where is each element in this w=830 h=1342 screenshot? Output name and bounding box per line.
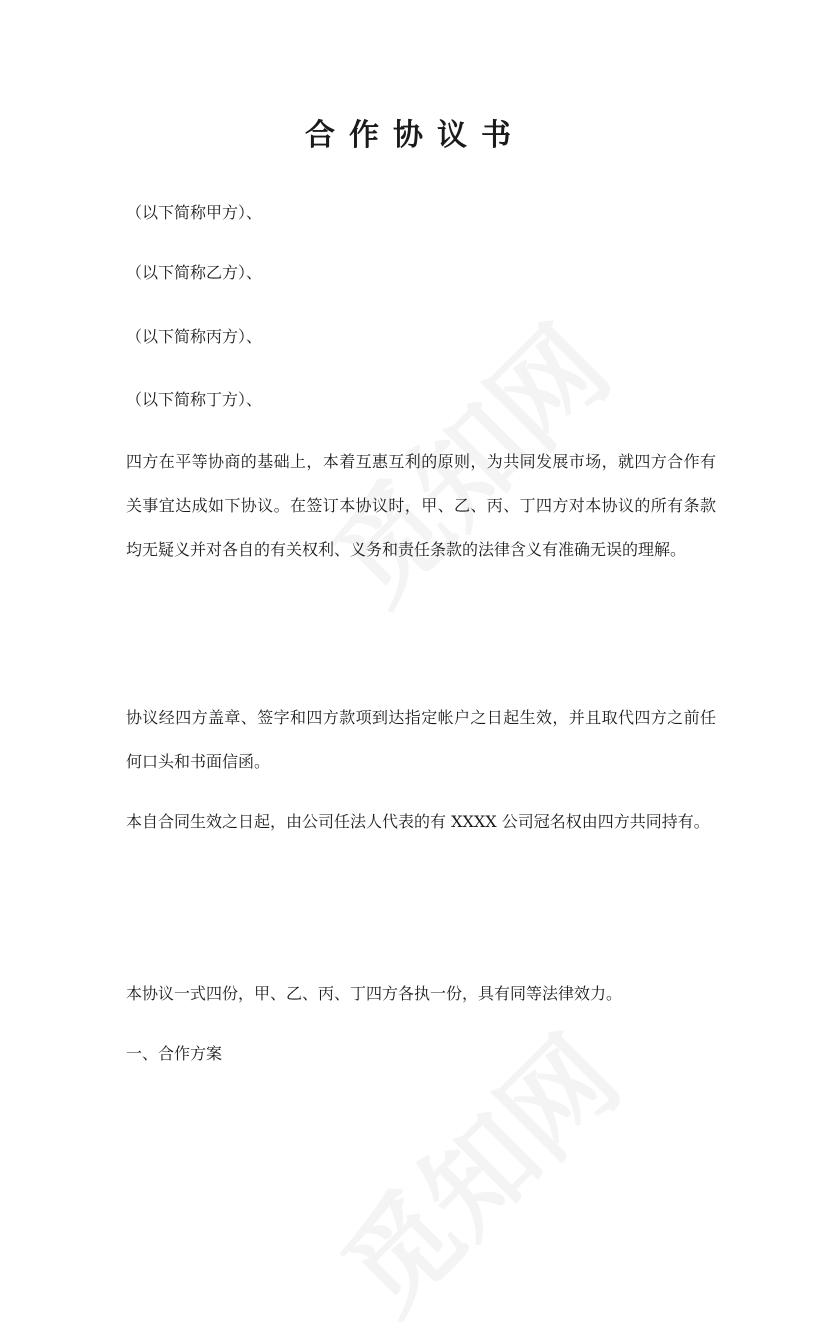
party-line-d: （以下简称丁方）、 bbox=[126, 390, 263, 409]
intro-paragraph: 四方在平等协商的基础上，本着互惠互利的原则，为共同发展市场，就四方合作有关事宜达成如下协议。在签订本协议时，甲、乙、丙、丁四方对本协议的所有条款均无疑义并对各自的有关权利、义务和责任条款的法律含义有准确无误的理解。 bbox=[126, 452, 716, 559]
effective-paragraph: 协议经四方盖章、签字和四方款项到达指定帐户之日起生效，并且取代四方之前任何口头和书面信函。 bbox=[126, 708, 716, 771]
watermark bbox=[302, 996, 647, 1341]
section-heading: 一、合作方案 bbox=[126, 1044, 223, 1063]
party-line-c: （以下简称丙方）、 bbox=[126, 327, 263, 346]
copies-paragraph: 本协议一式四份，甲、乙、丙、丁四方各执一份，具有同等法律效力。 bbox=[126, 984, 623, 1003]
party-line-b: （以下简称乙方）、 bbox=[126, 263, 263, 282]
naming-rights-paragraph: 本自合同生效之日起，由公司任法人代表的有 XXXX 公司冠名权由四方共同持有。 bbox=[126, 812, 710, 831]
document-title: 合作协议书 bbox=[305, 118, 525, 153]
party-line-a: （以下简称甲方）、 bbox=[126, 203, 263, 222]
